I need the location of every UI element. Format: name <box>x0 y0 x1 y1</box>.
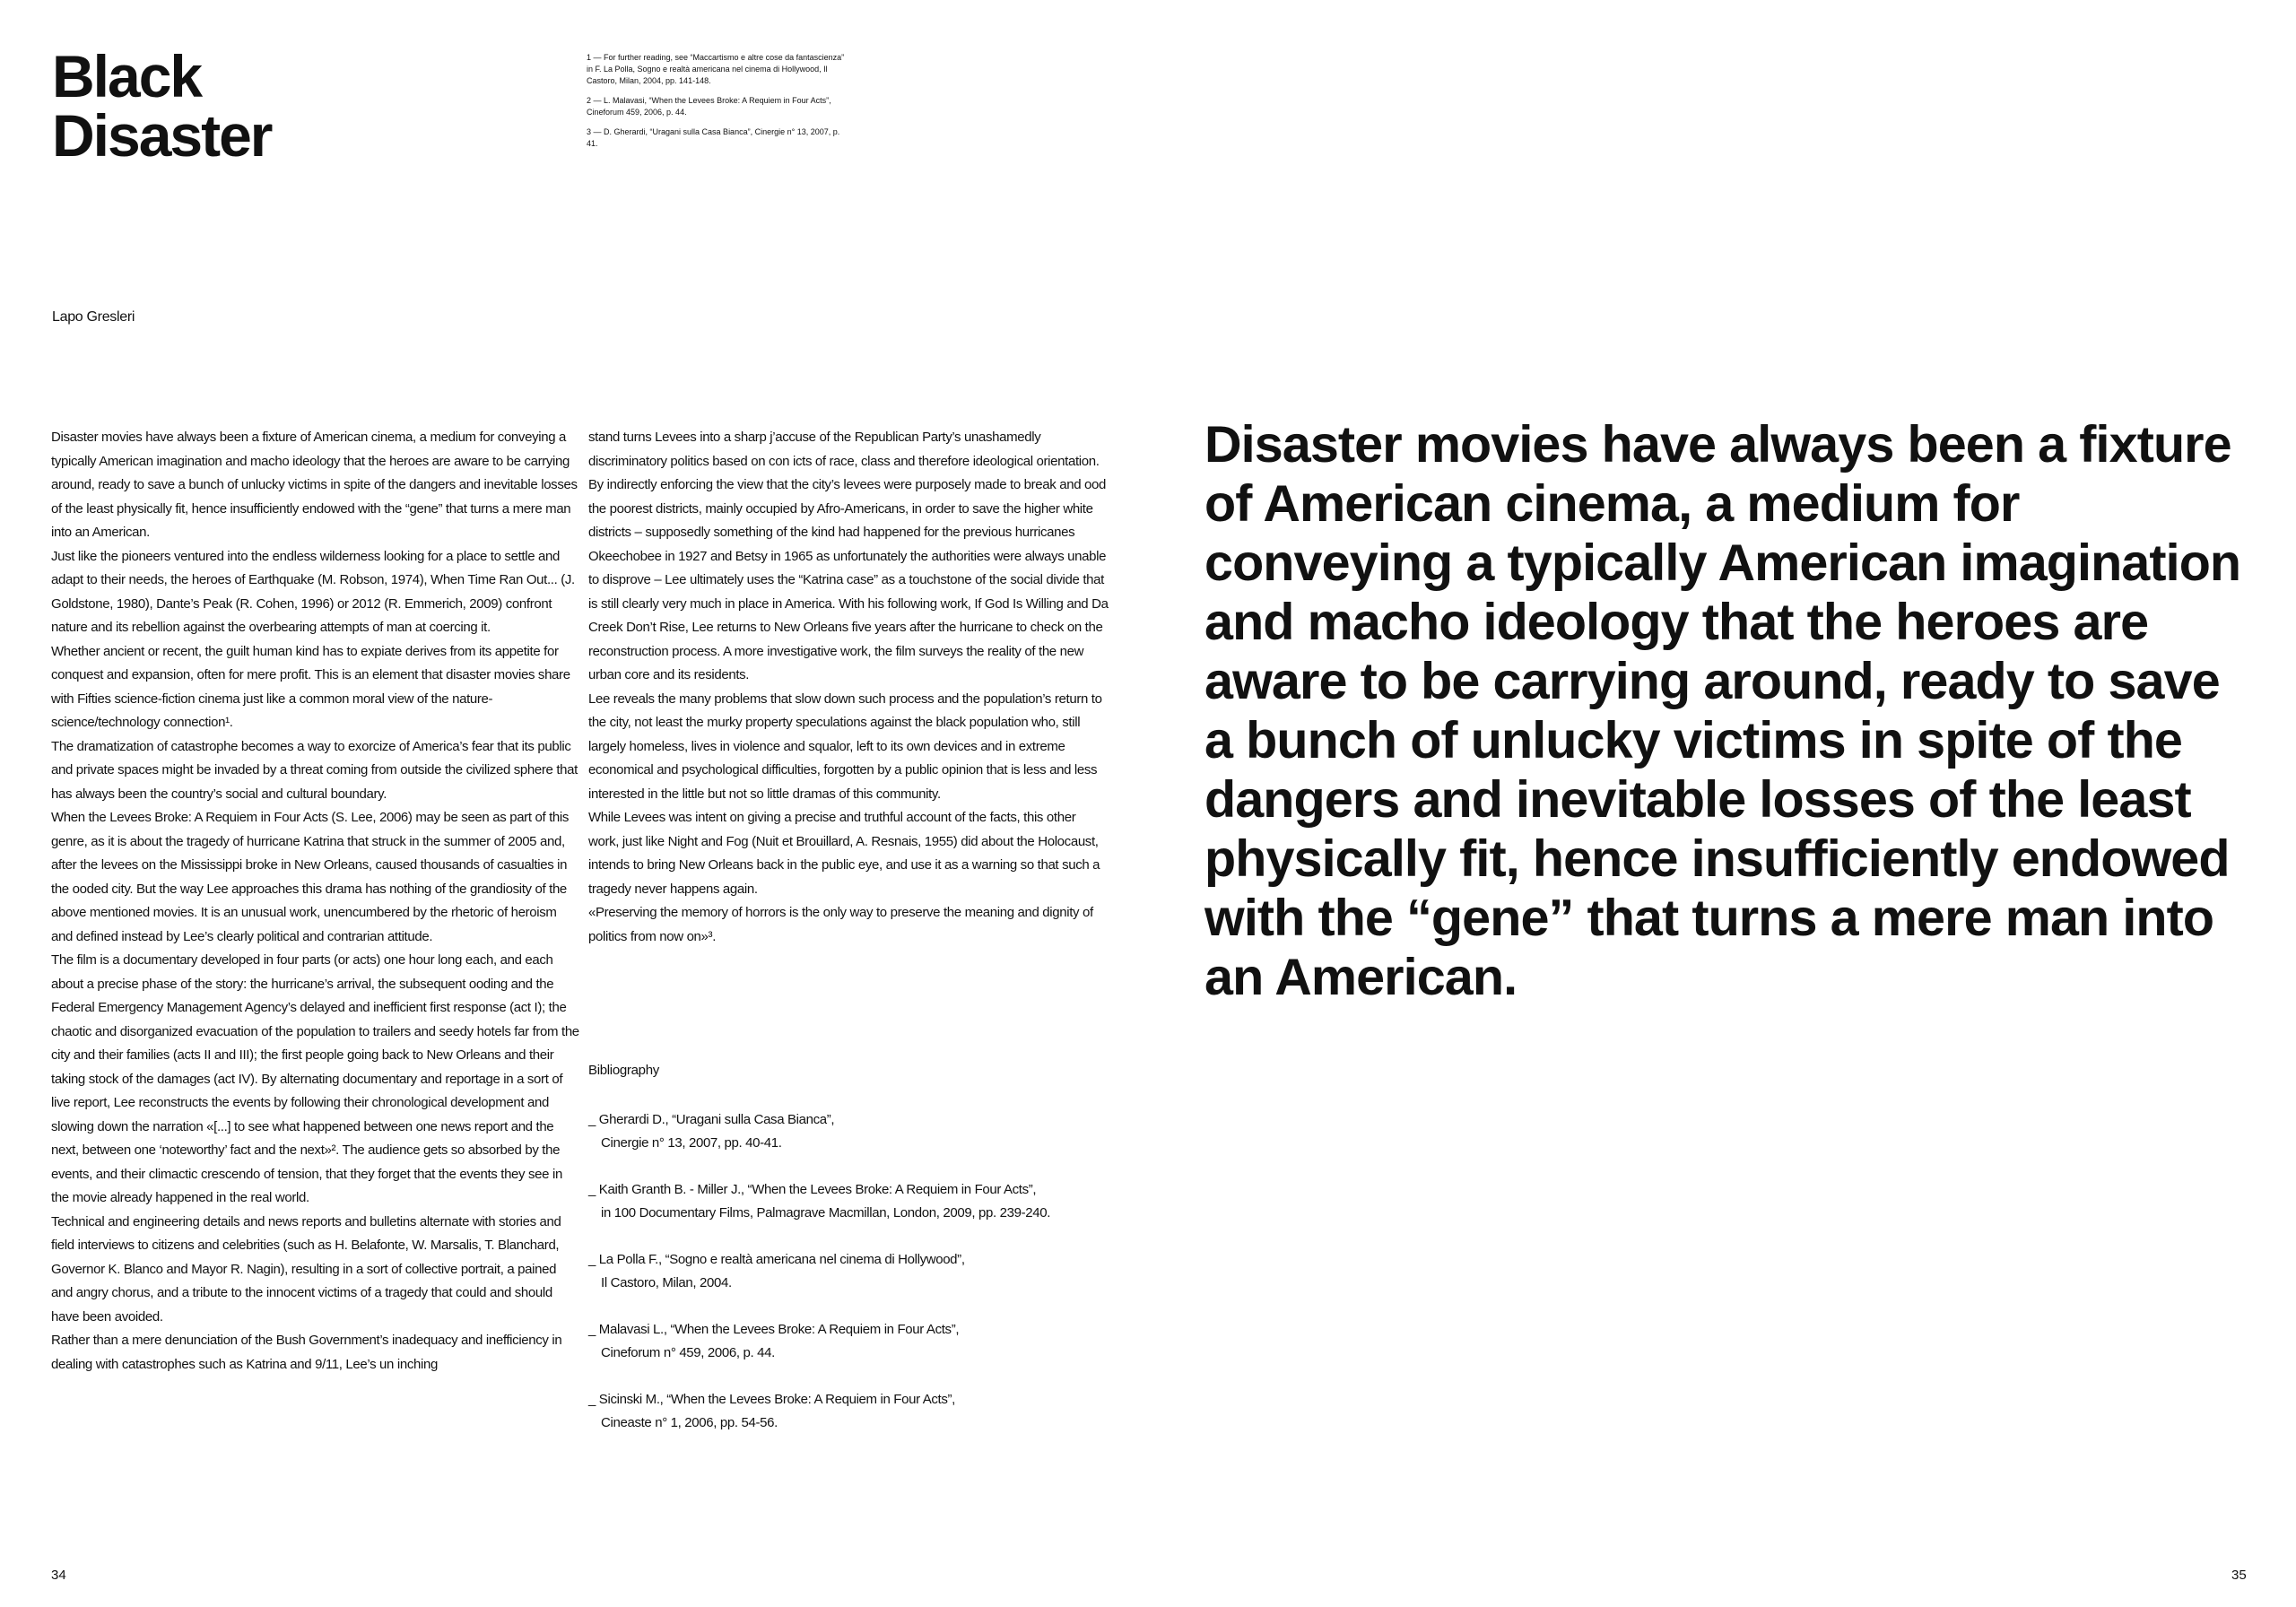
paragraph: Whether ancient or recent, the guilt human kind has to expiate derives from its appetite for conquest and expansion, often for mere profit. This is an element that disaster movies share with Fifties science-fiction cinema just like a common moral view of the nature-science/technology connection¹. <box>51 643 570 730</box>
bibliography-entry-line: in 100 Documentary Films, Palmagrave Macmillan, London, 2009, pp. 239-240. <box>601 1204 1051 1220</box>
article-title <box>52 43 272 169</box>
paragraph: stand turns Levees into a sharp j’accuse of the Republican Party’s unashamedly discriminatory politics based on con icts of race, class and therefore ideological orientation. <box>588 430 1100 469</box>
body-column-middle <box>588 426 1109 949</box>
bibliography-entry-line: Cineforum n° 459, 2006, p. 44. <box>601 1344 775 1360</box>
pull-quote: Disaster movies have always been a fixture of American cinema, a medium for conveying a typically American imagination and macho ideology that the heroes are aware to be carrying around, ready to save a bunch of unlucky victims in spite of the dangers and inevitable losses of the least physically fit, hence insufficiently endowed with the “gene” that turns a mere man into an American. <box>1205 416 2241 1006</box>
bibliography-entry-line: _ Gherardi D., “Uragani sulla Casa Bianca”, <box>588 1112 835 1127</box>
paragraph: Rather than a mere denunciation of the Bush Government’s inadequacy and inefficiency in dealing with catastrophes such as Katrina and 9/11, Lee’s un inching <box>51 1333 562 1372</box>
paragraph: The dramatization of catastrophe becomes a way to exorcize of America’s fear that its public and private spaces might be invaded by a threat coming from outside the civilized sphere that has always been the country’s social and cultural boundary. <box>51 738 578 802</box>
bibliography-entry <box>588 1318 1144 1364</box>
bibliography-entry <box>588 1248 1144 1294</box>
paragraph: Disaster movies have always been a fixture of American cinema, a medium for conveying a typically American imagination and macho ideology that the heroes are aware to be carrying around, ready to save a bunch of unlucky victims in spite of the dangers and inevitable losses of the least physically fit, hence insufficiently endowed with the “gene” that turns a mere man into an American. <box>51 430 578 540</box>
bibliography-entry <box>588 1388 1144 1434</box>
footnote-1: 1 — For further reading, see “Maccartismo e altre cose da fantascienza” in F. La Polla, Sogno e realtà americana nel cinema di Hollywood, Il Castoro, Milan, 2004, pp. 141-148. <box>587 53 845 85</box>
bibliography-entry-line: Cinergie n° 13, 2007, pp. 40-41. <box>601 1134 782 1151</box>
paragraph: Just like the pioneers ventured into the endless wilderness looking for a place to settle and adapt to their needs, the heroes of Earthquake (M. Robson, 1974), When Time Ran Out... (J. Goldstone, 1980), Dante’s Peak (R. Cohen, 1996) or 2012 (R. Emmerich, 2009) confront nature and its rebellion against the overbearing attempts of man at coercing it. <box>51 548 575 635</box>
author-byline: Lapo Gresleri <box>52 309 135 325</box>
paragraph: Technical and engineering details and news reports and bulletins alternate with stories and field interviews to citizens and celebrities (such as H. Belafonte, W. Marsalis, T. Blanchard, Governor K. Blanco and Mayor R. Nagin), resulting in a sort of collective portrait, a pained and angry chorus, and a tribute to the innocent victims of a tragedy that could and should have been avoided. <box>51 1213 561 1325</box>
paragraph: «Preserving the memory of horrors is the only way to preserve the meaning and dignity of politics from now on»³. <box>588 905 1093 944</box>
footnotes <box>587 52 845 158</box>
bibliography-entry-line: _ Sicinski M., “When the Levees Broke: A Requiem in Four Acts”, <box>588 1392 955 1407</box>
paragraph: Lee reveals the many problems that slow down such process and the population’s return to the city, not least the murky property speculations against the black population who, still largely homeless, lives in violence and squalor, left to its own devices and in extreme economical and psychological difficulties, forgotten by a public opinion that is less and less interested in the little but not so little dramas of this community. <box>588 691 1102 802</box>
bibliography-entry-line: _ Kaith Granth B. - Miller J., “When the Levees Broke: A Requiem in Four Acts”, <box>588 1182 1037 1197</box>
bibliography-heading: Bibliography <box>588 1063 659 1078</box>
bibliography-entry-line: Il Castoro, Milan, 2004. <box>601 1274 732 1290</box>
page-number-right: 35 <box>2231 1568 2247 1583</box>
title-line-1: Black <box>52 43 202 109</box>
paragraph: While Levees was intent on giving a precise and truthful account of the facts, this other work, just like Night and Fog (Nuit et Brouillard, A. Resnais, 1955) did about the Holocaust, intends to bring New Orleans back in the public eye, and use it as a warning so that such a tragedy never happens again. <box>588 810 1100 897</box>
paragraph: When the Levees Broke: A Requiem in Four Acts (S. Lee, 2006) may be seen as part of this genre, as it is about the tragedy of hurricane Katrina that struck in the summer of 2005 and, after the levees on the Mississippi broke in New Orleans, caused thousands of casualties in the ooded city. But the way Lee approaches this drama has nothing of the grandiosity of the above mentioned movies. It is an unusual work, unencumbered by the rhetoric of heroism and defined instead by Lee’s clearly political and contrarian attitude. <box>51 810 570 944</box>
paragraph: By indirectly enforcing the view that the city’s levees were purposely made to break and ood the poorest districts, mainly occupied by Afro-Americans, in order to save the higher white districts – supposedly something of the kind had happened for the previous hurricanes Okeechobee in 1927 and Betsy in 1965 as unfortunately the authorities were always unable to disprove – Lee ultimately uses the “Katrina case” as a touchstone of the social divide that is still clearly very much in place in America. With his following work, If God Is Willing and Da Creek Don’t Rise, Lee returns to New Orleans five years after the hurricane to check on the reconstruction process. A more investigative work, the film surveys the reality of the new urban core and its residents. <box>588 477 1109 682</box>
bibliography-entry-line: _ La Polla F., “Sogno e realtà americana nel cinema di Hollywood”, <box>588 1252 965 1267</box>
bibliography-list <box>588 1108 1144 1458</box>
bibliography-entry-line: _ Malavasi L., “When the Levees Broke: A Requiem in Four Acts”, <box>588 1322 960 1337</box>
bibliography-entry <box>588 1178 1144 1224</box>
footnote-3: 3 — D. Gherardi, “Uragani sulla Casa Bianca”, Cinergie n° 13, 2007, p. 41. <box>587 127 840 148</box>
bibliography-entry <box>588 1108 1144 1154</box>
page-number-left: 34 <box>51 1568 66 1583</box>
footnote-2: 2 — L. Malavasi, “When the Levees Broke: A Requiem in Four Acts”, Cineforum 459, 2006, p. 44. <box>587 96 831 117</box>
paragraph: The film is a documentary developed in four parts (or acts) one hour long each, and each about a precise phase of the story: the hurricane’s arrival, the subsequent ooding and the Federal Emergency Management Agency’s delayed and inefficient first response (act I); the chaotic and disorganized evacuation of the population to trailers and seedy hotels far from the city and their families (acts II and III); the first people going back to New Orleans and their taking stock of the damages (act IV). By alternating documentary and reportage in a sort of live report, Lee reconstructs the events by following their chronological development and slowing down the narration «[...] to see what happened between one news report and the next, between one ‘noteworthy’ fact and the next»². The audience gets so absorbed by the events, and their climactic crescendo of tension, that they forget that the events they see in the movie already happened in the real world. <box>51 952 579 1205</box>
bibliography-entry-line: Cineaste n° 1, 2006, pp. 54-56. <box>601 1414 778 1430</box>
body-column-left <box>51 426 580 1377</box>
title-line-2: Disaster <box>52 102 272 169</box>
